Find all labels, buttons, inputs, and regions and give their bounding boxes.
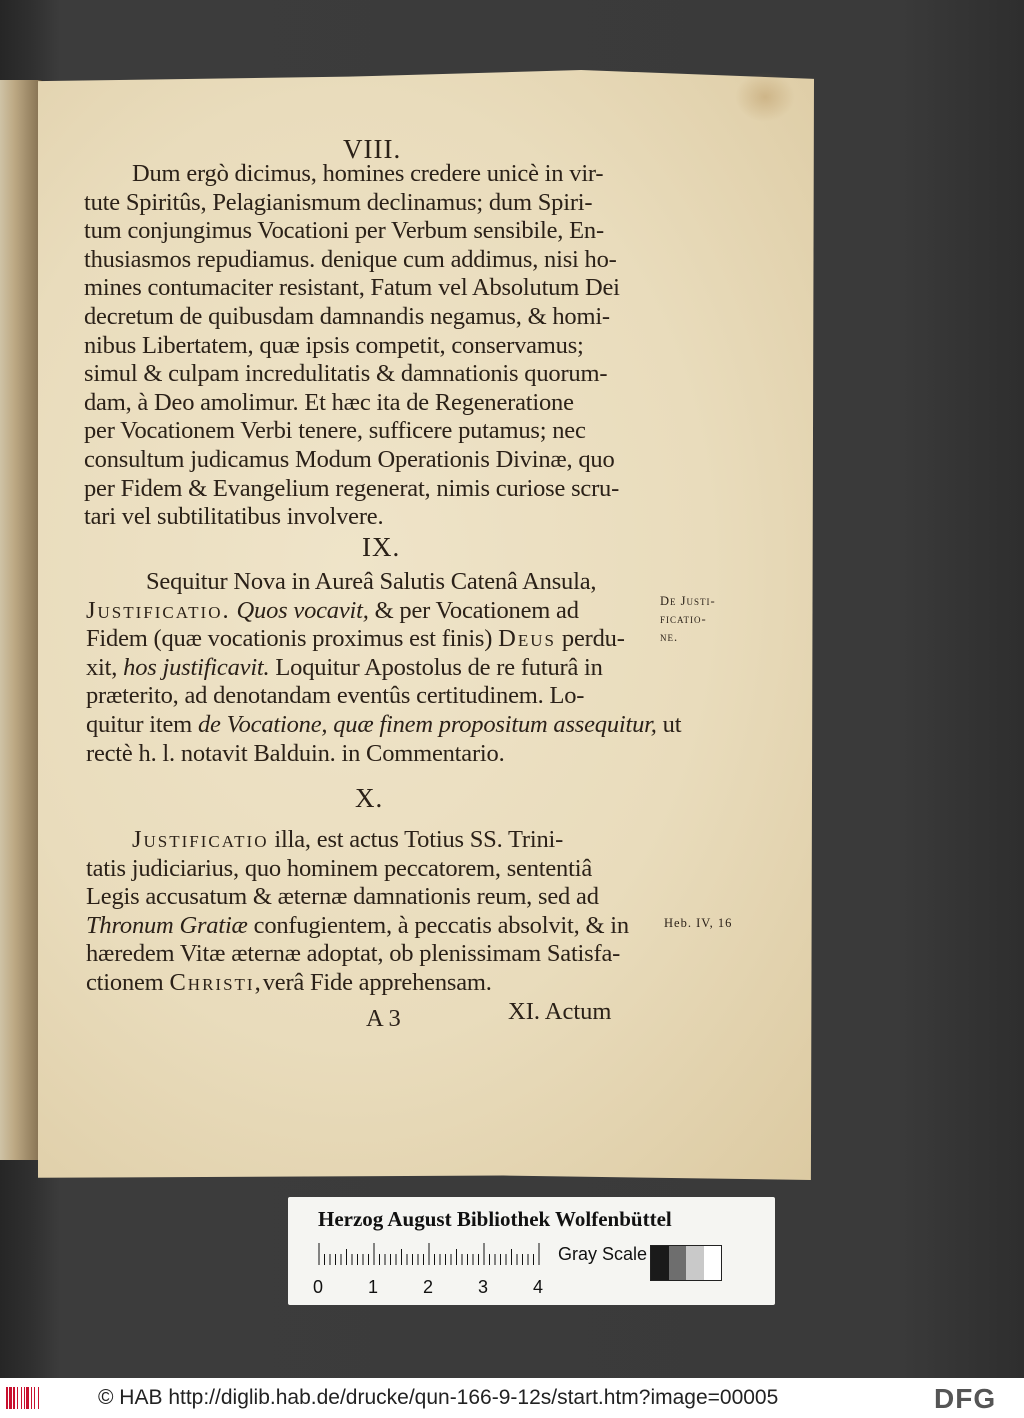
gray-swatch [651, 1246, 669, 1280]
barcode-bar [31, 1387, 32, 1409]
section-10-line-4-rest: confugientem, à peccatis absolvit, & in [253, 911, 629, 939]
gray-scale-swatches [650, 1245, 722, 1281]
ruler-number: 4 [533, 1277, 544, 1297]
credit-bar [0, 1378, 1024, 1418]
barcode-bar [34, 1387, 35, 1409]
barcode-bar [38, 1387, 39, 1409]
section-9-line-6-b: ut [662, 710, 682, 738]
term-deus: Deus [498, 625, 556, 653]
catchword: XI. Actum [508, 998, 612, 1025]
barcode-bar [17, 1387, 18, 1409]
gray-swatch [669, 1246, 687, 1280]
section-8-line: per Vocationem Verbi tenere, sufficere putamus; nec [84, 417, 586, 445]
term-justificatio-2: Justificatio [132, 826, 269, 853]
section-9-line-3-a: Fidem (quæ vocationis proximus est finis) [86, 625, 493, 653]
section-10-line-6-b: verâ Fide apprehensam. [262, 968, 492, 996]
ruler-numbers [313, 1277, 553, 1297]
section-9-text [86, 568, 681, 768]
section-9-line-3 [86, 625, 681, 654]
credit-url: © HAB http://diglib.hab.de/drucke/qun-166-9-12s/start.htm?image=00005 [98, 1386, 779, 1409]
barcode-bar [24, 1387, 25, 1409]
quote-de-vocatione: de Vocatione, quæ finem propositum assequitur, [197, 710, 657, 738]
section-8-line: decretum de quibusdam damnandis negamus, & homi- [84, 302, 610, 330]
section-9-line-5: præterito, ad denotandam eventûs certitudinem. Lo- [86, 682, 585, 710]
section-9-line-2 [86, 597, 681, 626]
ruler-number: 2 [423, 1277, 434, 1297]
section-10-heading: X. [355, 783, 384, 813]
section-10-line-6 [86, 969, 629, 998]
section-10-line-3: Legis accusatum & æternæ damnationis reum, sed ad [86, 883, 599, 911]
book-gutter [0, 80, 42, 1160]
section-9-heading: IX. [362, 532, 401, 562]
gray-swatch [704, 1246, 722, 1280]
barcode-bar [9, 1387, 12, 1409]
section-8-line: nibus Libertatem, quæ ipsis competit, conservamus; [84, 331, 584, 359]
margin-note-line-2: ficatio- [660, 612, 707, 626]
section-8-heading: VIII. [343, 134, 402, 164]
barcode-icon [6, 1387, 46, 1409]
section-10-line-5: hæredem Vitæ æternæ adoptat, ob plenissimam Satisfa- [86, 940, 621, 968]
section-10-line-1 [86, 826, 629, 855]
ruler-ticks [318, 1243, 543, 1265]
gray-scale-label: Gray Scale [558, 1244, 648, 1264]
ruler-number: 0 [313, 1277, 324, 1297]
ruler-number: 1 [368, 1277, 379, 1297]
section-8-line: consultum judicamus Modum Operationis Divinæ, quo [84, 445, 615, 473]
section-8-line: tute Spiritûs, Pelagianismum declinamus; dum Spiri- [84, 188, 593, 216]
barcode-bar [26, 1387, 29, 1409]
barcode-bar [13, 1387, 15, 1409]
section-10-line-6-a: ctionem [86, 968, 164, 996]
term-justificatio: Justificatio. [86, 596, 231, 624]
gray-swatch [686, 1246, 704, 1280]
section-8-line: tari vel subtilitatibus involvere. [84, 503, 384, 531]
section-8-line: thusiasmos repudiamus. denique cum addimus, nisi ho- [84, 245, 617, 273]
section-8-line: tum conjungimus Vocationi per Verbum sensibile, En- [84, 217, 604, 245]
section-9-line-4-b: Loquitur Apostolus de re futurâ in [275, 653, 603, 681]
section-9-line-4 [86, 654, 681, 683]
barcode-bar [6, 1387, 8, 1409]
margin-note-heb: Heb. IV, 16 [664, 916, 733, 930]
section-9-line-1: Sequitur Nova in Aureâ Salutis Catenâ Ansula, [146, 568, 597, 595]
margin-note-line-1: De Justi- [660, 594, 716, 608]
section-9-line-2-rest: & per Vocationem ad [374, 596, 579, 624]
hab-scale-card [288, 1197, 775, 1305]
section-9-line-7: rectè h. l. notavit Balduin. in Commentario. [86, 739, 505, 767]
section-10-text [86, 826, 629, 998]
section-8-line: dam, à Deo amolimur. Et hæc ita de Regeneratione [84, 388, 574, 416]
margin-note-justificatione [660, 592, 716, 646]
section-10-line-4 [86, 912, 629, 941]
section-8-line: simul & culpam incredulitatis & damnationis quorum- [84, 360, 608, 388]
section-8-line: Dum ergò dicimus, homines credere unicè in vir- [132, 160, 604, 187]
section-9-line-6 [86, 711, 681, 740]
hab-card-title: Herzog August Bibliothek Wolfenbüttel [318, 1207, 672, 1231]
section-9-line-6-a: quitur item [86, 710, 192, 738]
section-8-line: per Fidem & Evangelium regenerat, nimis curiose scru- [84, 474, 620, 502]
term-christi: Christi, [169, 968, 263, 996]
section-9-line-4-a: xit, [86, 653, 118, 681]
section-10-line-1-rest: illa, est actus Totius SS. Trini- [274, 826, 564, 853]
section-8-line: mines contumaciter resistant, Fatum vel Absolutum Dei [84, 274, 620, 302]
quote-thronum-gratiae: Thronum Gratiæ [86, 911, 248, 939]
margin-note-line-3: ne. [660, 630, 679, 644]
section-10-line-2: tatis judiciarius, quo hominem peccatorem, sententiâ [86, 854, 592, 882]
quote-quos-vocavit: Quos vocavit, [236, 596, 369, 624]
signature-mark: A 3 [366, 1005, 401, 1032]
ruler-number: 3 [478, 1277, 489, 1297]
quote-hos-justificavit: hos justificavit. [123, 653, 270, 681]
page-stain [735, 72, 795, 122]
dfg-logo: DFG [934, 1383, 997, 1414]
section-8-text [84, 160, 620, 532]
section-9-line-3-b: perdu- [561, 625, 625, 653]
barcode-bar [21, 1387, 22, 1409]
